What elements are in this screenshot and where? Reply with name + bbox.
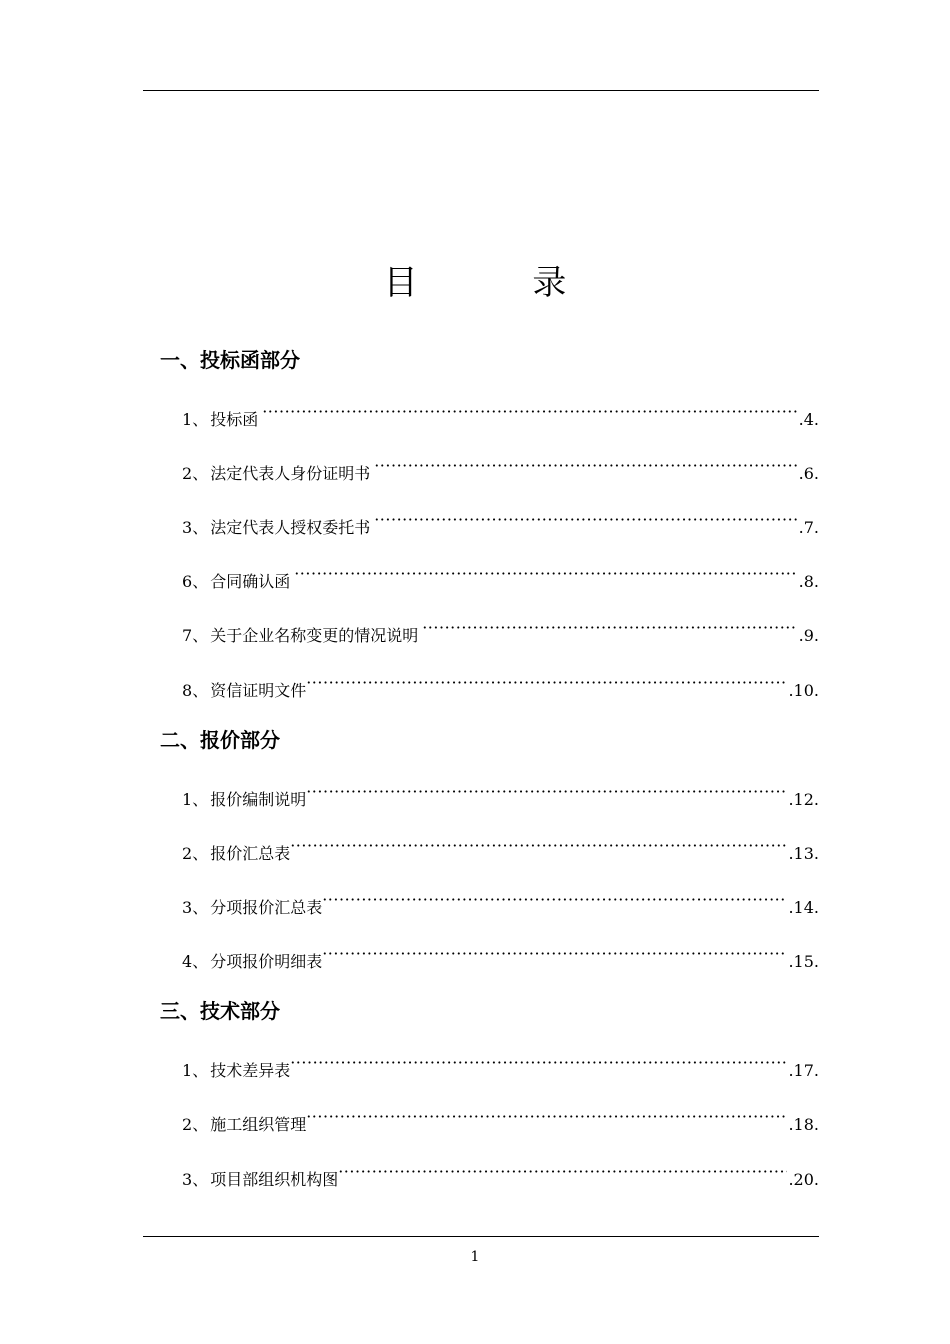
toc-entry-number: 7	[182, 626, 193, 645]
toc-entry-page: .12.	[788, 790, 819, 809]
toc-entry-name-change-statement[interactable]	[182, 619, 819, 647]
dot-leader	[374, 511, 797, 533]
toc-entry-page: .15.	[788, 952, 819, 971]
dot-leader	[290, 837, 787, 859]
toc-entry-org-chart[interactable]	[182, 1163, 819, 1191]
toc-entry-technical-deviation[interactable]	[182, 1054, 819, 1082]
toc-entry-credit-documents[interactable]	[182, 674, 819, 702]
toc-entry-itemized-summary[interactable]	[182, 891, 819, 919]
toc-entry-number: 4	[182, 952, 193, 971]
toc-entry-label: 合同确认函	[210, 572, 291, 591]
toc-entry-number: 3	[182, 1170, 193, 1189]
dot-leader	[322, 891, 787, 913]
toc-entry-page: .17.	[788, 1061, 819, 1080]
toc-entry-separator: 、	[192, 681, 209, 700]
toc-entry-page: .20.	[788, 1170, 819, 1189]
dot-leader	[290, 1054, 787, 1076]
toc-entry-separator: 、	[192, 626, 209, 645]
section-heading-bid-letter: 一、投标函部分	[160, 348, 300, 372]
toc-entry-separator: 、	[192, 898, 209, 917]
toc-entry-page: .7.	[798, 518, 819, 537]
toc-entry-separator: 、	[192, 844, 209, 863]
toc-entry-separator: 、	[192, 572, 209, 591]
dot-leader	[374, 457, 797, 479]
toc-entry-quotation-notes[interactable]	[182, 783, 819, 811]
dot-leader	[306, 1108, 787, 1130]
toc-entry-power-of-attorney[interactable]	[182, 511, 819, 539]
toc-entry-label: 施工组织管理	[210, 1115, 307, 1134]
dot-leader	[262, 403, 797, 425]
toc-entry-number: 1	[182, 410, 193, 429]
toc-entry-label: 分项报价明细表	[210, 952, 323, 971]
toc-entry-number: 1	[182, 790, 193, 809]
toc-entry-legal-rep-id[interactable]	[182, 457, 819, 485]
toc-entry-separator: 、	[192, 790, 209, 809]
toc-entry-separator: 、	[192, 1115, 209, 1134]
toc-entry-number: 6	[182, 572, 193, 591]
toc-entry-construction-management[interactable]	[182, 1108, 819, 1136]
toc-entry-separator: 、	[192, 1170, 209, 1189]
toc-entry-label: 资信证明文件	[210, 681, 307, 700]
dot-leader	[306, 783, 787, 805]
toc-entry-separator: 、	[192, 952, 209, 971]
toc-entry-separator: 、	[192, 1061, 209, 1080]
section-heading-quotation: 二、报价部分	[160, 728, 280, 752]
toc-title: 目 录	[383, 263, 619, 303]
toc-entry-page: .13.	[788, 844, 819, 863]
toc-entry-quotation-summary[interactable]	[182, 837, 819, 865]
toc-entry-number: 1	[182, 1061, 193, 1080]
toc-entry-label: 关于企业名称变更的情况说明	[210, 626, 419, 645]
toc-entry-page: .8.	[798, 572, 819, 591]
toc-entry-number: 2	[182, 1115, 193, 1134]
toc-entry-label: 分项报价汇总表	[210, 898, 323, 917]
footer-rule	[143, 1236, 819, 1237]
toc-entry-label: 报价编制说明	[210, 790, 307, 809]
toc-entry-label: 法定代表人身份证明书	[210, 464, 371, 483]
dot-leader	[422, 619, 797, 641]
dot-leader	[294, 565, 797, 587]
toc-entry-number: 2	[182, 464, 193, 483]
header-rule	[143, 90, 819, 91]
toc-entry-page: .4.	[798, 410, 819, 429]
toc-entry-page: .14.	[788, 898, 819, 917]
dot-leader	[338, 1163, 787, 1185]
toc-entry-page: .10.	[788, 681, 819, 700]
dot-leader	[306, 674, 787, 696]
dot-leader	[322, 945, 787, 967]
section-heading-technical: 三、技术部分	[160, 999, 280, 1023]
toc-entry-itemized-details[interactable]	[182, 945, 819, 973]
toc-entry-page: .9.	[798, 626, 819, 645]
toc-entry-number: 2	[182, 844, 193, 863]
toc-entry-separator: 、	[192, 518, 209, 537]
toc-entry-number: 3	[182, 898, 193, 917]
toc-entry-label: 投标函	[210, 410, 259, 429]
toc-entry-label: 报价汇总表	[210, 844, 291, 863]
toc-entry-label: 技术差异表	[210, 1061, 291, 1080]
toc-entry-label: 项目部组织机构图	[210, 1170, 339, 1189]
toc-entry-bid-letter[interactable]	[182, 403, 819, 431]
toc-entry-number: 3	[182, 518, 193, 537]
toc-entry-separator: 、	[192, 464, 209, 483]
toc-entry-contract-confirmation[interactable]	[182, 565, 819, 593]
toc-entry-label: 法定代表人授权委托书	[210, 518, 371, 537]
toc-entry-number: 8	[182, 681, 193, 700]
page-number: 1	[470, 1249, 480, 1265]
toc-entry-page: .6.	[798, 464, 819, 483]
toc-entry-separator: 、	[192, 410, 209, 429]
toc-entry-page: .18.	[788, 1115, 819, 1134]
